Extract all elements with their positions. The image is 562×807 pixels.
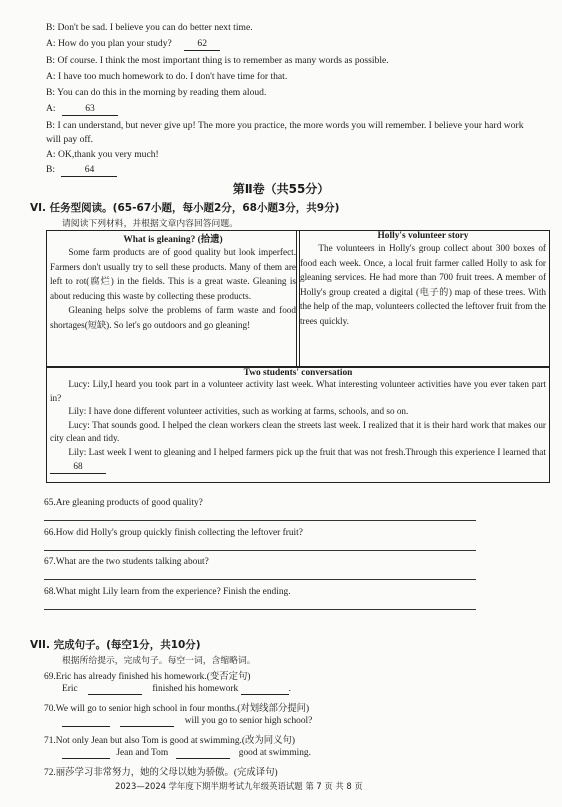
- question-72: 72.丽莎学习非常努力，她的父母以她为骄傲。(完成译句): [44, 768, 278, 778]
- box-hollys-story: [296, 230, 550, 367]
- blank-62[interactable]: 62: [184, 38, 220, 51]
- question-65: 65.Are gleaning products of good quality?: [44, 498, 203, 508]
- box1-title: What is gleaning? (拾遗): [123, 235, 223, 245]
- answer-line-66[interactable]: [44, 550, 476, 551]
- question-69: 69.Eric has already finished his homework.(变否定句): [44, 672, 251, 682]
- blank-68[interactable]: 68: [50, 460, 106, 475]
- blank-69-1[interactable]: [88, 684, 142, 695]
- section7-instruction: 根据所给提示，完成句子。每空一词，含缩略词。: [62, 656, 256, 666]
- page-footer: 2023—2024 学年度下期半期考试九年级英语试题 第 7 页 共 8 页: [115, 781, 363, 791]
- blank-63[interactable]: 63: [62, 103, 118, 116]
- answer-71: Jean and Tom good at swimming.: [62, 748, 311, 759]
- box3-p3: Lucy: That sounds good. I helped the clean workers clean the streets last week. I realized that it is their hard work that makes our city clean and tidy.: [50, 419, 546, 444]
- box2-text: The volunteers in Holly's group collect about 300 boxes of food each week. Once, a local fruit farmer called Holly to ask for gleaning services. He had more than 700 fruit trees. A member of Holly's group created a digital (电子的) map of these trees. With the help of the map, volunteers collected the leftover fruit from the trees quickly.: [300, 243, 546, 326]
- box-conversation: [46, 367, 550, 483]
- dialogue-line-6: A: 63: [46, 103, 118, 116]
- dialogue-line-7b: will pay off.: [46, 134, 93, 145]
- answer-70: will you go to senior high school?: [62, 716, 312, 727]
- dialogue-line-3: B: Of course. I think the most important thing is to remember as many words as possible.: [46, 55, 389, 66]
- box3-title: Two students' conversation: [243, 368, 353, 378]
- box1-text: Some farm products are of good quality but look imperfect. Farmers don't usually try to sell these products. Many of them are left to rot(腐烂) in the fields. This is a great waste. Gleaning is about reducing this waste by collecting these products.: [50, 247, 296, 301]
- question-67: 67.What are the two students talking about?: [44, 557, 209, 567]
- answer-line-65[interactable]: [44, 520, 476, 521]
- box-what-is-gleaning: [46, 230, 300, 367]
- box3-p1: Lucy: Lily,I heard you took part in a volunteer activity last week. What interesting volunteer activities have you ever taken part in?: [50, 379, 546, 403]
- question-71: 71.Not only Jean but also Tom is good at swimming.(改为同义句): [44, 736, 295, 746]
- dialogue-line-4: A: I have too much homework to do. I don't have time for that.: [46, 71, 288, 82]
- section7-heading: VII. 完成句子。(每空1分，共10分): [30, 639, 201, 651]
- dialogue-line-9: B: 64: [46, 164, 117, 177]
- blank-70-1[interactable]: [62, 716, 110, 727]
- box1-text2: Gleaning helps solve the problems of farm waste and food shortages(短缺). So let's go outdoors and go gleaning!: [50, 305, 296, 330]
- blank-64[interactable]: 64: [61, 164, 117, 177]
- dialogue-line-7: B: I can understand, but never give up! The more you practice, the more words you will remember. I believe your hard work: [46, 120, 524, 131]
- answer-line-68[interactable]: [44, 609, 476, 610]
- section6-heading: VI. 任务型阅读。(65-67小题，每小题2分，68小题3分，共9分): [30, 202, 340, 214]
- dialogue-line-1: B: Don't be sad. I believe you can do better next time.: [46, 22, 253, 33]
- dialogue-line-2: A: How do you plan your study? 62: [46, 38, 220, 51]
- part-title: 第Ⅱ卷（共55分）: [232, 182, 330, 196]
- box3-p4: Lily: Last week I went to gleaning and I helped farmers pick up the fruit that was not fresh.Through this experience I learned that 68: [50, 446, 546, 474]
- question-66: 66.How did Holly's group quickly finish collecting the leftover fruit?: [44, 528, 303, 538]
- answer-69: Eric finished his homework .: [62, 684, 291, 694]
- answer-line-67[interactable]: [44, 579, 476, 580]
- box2-title: Holly's volunteer story: [377, 231, 469, 241]
- blank-71-1[interactable]: [62, 748, 110, 759]
- question-68: 68.What might Lily learn from the experience? Finish the ending.: [44, 587, 291, 597]
- section6-instruction: 请阅读下列材料，并根据文章内容回答问题。: [62, 219, 238, 229]
- dialogue-line-8: A: OK,thank you very much!: [46, 149, 159, 160]
- dialogue-line-5: B: You can do this in the morning by reading them aloud.: [46, 87, 267, 98]
- box3-p2: Lily: I have done different volunteer activities, such as working at farms, schools, and so on.: [68, 406, 409, 417]
- question-70: 70.We will go to senior high school in four months.(对划线部分提问): [44, 704, 310, 714]
- blank-69-2[interactable]: [241, 684, 289, 695]
- blank-71-2[interactable]: [176, 748, 230, 759]
- blank-70-2[interactable]: [120, 716, 174, 727]
